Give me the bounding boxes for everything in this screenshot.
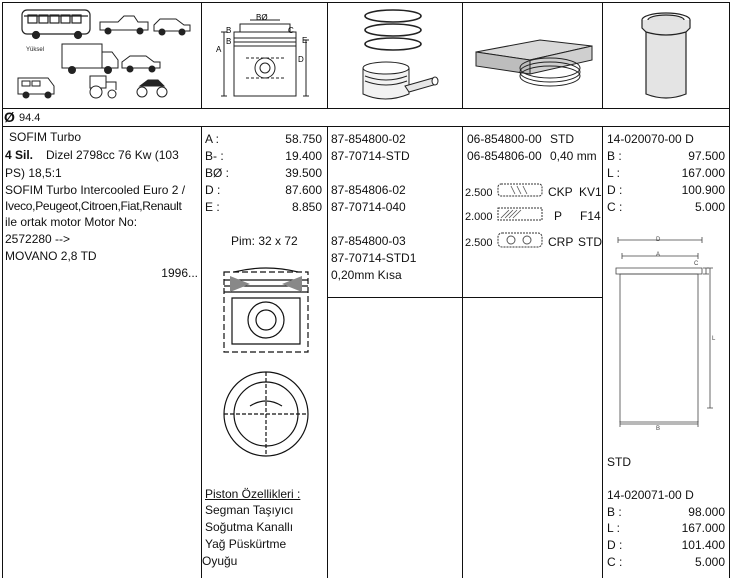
liner-dimension-diagram — [606, 232, 722, 432]
row-divider-codes — [327, 297, 602, 298]
tractor-icon — [90, 76, 116, 98]
vehicle-line-7: 2572280 --> — [5, 232, 71, 246]
liner2-dim-label-l: L : — [607, 521, 620, 535]
piston-dim-value-bo: 39.500 — [285, 166, 322, 180]
ring-size-2: 0,40 mm — [550, 149, 597, 163]
ring-profile-ckp-icon — [497, 182, 543, 198]
liner-label-d: D — [656, 237, 661, 243]
ring-width-2: 2.000 — [465, 211, 493, 223]
piston-dim-value-b: 19.400 — [285, 149, 322, 163]
ring-profile-crp-icon — [497, 231, 543, 249]
diameter-divider — [2, 126, 730, 127]
liner2-dim-value-c: 5.000 — [694, 555, 725, 569]
atv-icon — [137, 80, 167, 97]
liner2-dim-label-d: D : — [607, 538, 623, 552]
liner-code-1: 14-020070-00 D — [607, 132, 694, 146]
vehicle-engine: Dizel 2798cc 76 Kw (103 — [46, 148, 179, 162]
piston-feature-3: Yağ Püskürtme — [205, 537, 287, 551]
liner-dim-value-b: 97.500 — [688, 149, 725, 163]
piston-code-3: 87-854806-02 — [331, 183, 406, 197]
piston-code-7: 0,20mm Kısa — [331, 268, 402, 282]
col-divider-4 — [602, 2, 603, 109]
piston-label-d: D — [298, 55, 304, 64]
vehicle-line-8: MOVANO 2,8 TD — [5, 249, 97, 263]
piston-dim-value-a: 58.750 — [285, 132, 322, 146]
piston-feature-4: Oyuğu — [202, 554, 238, 568]
piston-dim-label-b: B- : — [205, 149, 224, 163]
ring-part-3: STD — [578, 235, 602, 249]
piston-code-4: 87-70714-040 — [331, 200, 406, 214]
liner-dim-value-c: 5.000 — [694, 200, 725, 214]
piston-code-6: 87-70714-STD1 — [331, 251, 417, 265]
piston-section-drawing — [210, 268, 322, 468]
piston-label-c: C — [288, 26, 294, 35]
liner-label-c: C — [694, 261, 699, 267]
ring-size-1: STD — [550, 132, 574, 146]
liner-dim-label-l: L : — [607, 166, 620, 180]
ring-type-3: CRP — [548, 235, 574, 249]
liner-label-b: B — [656, 426, 661, 432]
piston-with-rings-icon — [345, 6, 455, 106]
liner2-dim-value-d: 101.400 — [681, 538, 725, 552]
piston-label-e: E — [302, 36, 308, 45]
piston-label-a: A — [216, 45, 222, 54]
col-divider-2b — [327, 126, 328, 578]
liner-dim-value-d: 100.900 — [681, 183, 725, 197]
diameter-symbol: Ø — [4, 109, 15, 125]
piston-label-b2: B — [226, 37, 232, 46]
ring-type-2: P — [554, 209, 563, 223]
vehicle-line-4: SOFIM Turbo Intercooled Euro 2 / — [5, 183, 186, 197]
van-icon — [18, 78, 54, 98]
ring-width-1: 2.500 — [465, 187, 493, 199]
liner-label-l: L — [712, 336, 716, 342]
piston-dim-value-d: 87.600 — [285, 183, 322, 197]
diameter-value: 94.4 — [19, 112, 41, 124]
col-divider-4b — [602, 126, 603, 578]
header-divider — [2, 108, 730, 109]
piston-dim-label-a: A : — [205, 132, 220, 146]
vehicle-line-1: SOFIM Turbo — [9, 130, 82, 144]
piston-feature-2: Soğutma Kanallı — [205, 520, 294, 534]
vehicle-line-5: Iveco,Peugeot,Citroen,Fiat,Renault — [5, 199, 182, 213]
border-left — [2, 2, 3, 578]
col-divider-3 — [462, 2, 463, 109]
liner-dim-value-l: 167.000 — [681, 166, 725, 180]
border-right — [729, 2, 730, 578]
col-divider-2 — [327, 2, 328, 109]
ring-width-3: 2.500 — [465, 237, 493, 249]
liner2-dim-value-l: 167.000 — [681, 521, 725, 535]
piston-dim-label-d: D : — [205, 183, 221, 197]
car-icon — [154, 19, 190, 35]
piston-dimension-diagram — [210, 10, 320, 105]
liner-std-label: STD — [607, 455, 631, 469]
piston-pin-size: Pim: 32 x 72 — [231, 234, 298, 248]
liner-dim-label-b: B : — [607, 149, 622, 163]
vehicle-cylinders: 4 Sil. — [5, 148, 34, 162]
border-top — [2, 2, 730, 3]
bus-icon — [22, 10, 90, 39]
ring-code-2: 06-854806-00 — [467, 149, 542, 163]
liner2-dim-value-b: 98.000 — [688, 505, 725, 519]
piston-dim-value-e: 8.850 — [291, 200, 322, 214]
piston-code-5: 87-854800-03 — [331, 234, 406, 248]
piston-dim-label-e: E : — [205, 200, 220, 214]
vehicle-line-3: PS) 18,5:1 — [5, 166, 62, 180]
liner-label-a: A — [656, 252, 661, 258]
liner-code-2: 14-020071-00 D — [607, 488, 694, 502]
col-divider-1b — [201, 126, 202, 578]
cylinder-liner-icon — [630, 8, 710, 104]
vehicles-icon — [8, 6, 198, 104]
ring-set-icon — [470, 16, 598, 96]
liner-dim-label-d: D : — [607, 183, 623, 197]
ring-profile-p-icon — [497, 206, 543, 222]
liner2-dim-label-c: C : — [607, 555, 623, 569]
piston-dim-label-bo: BØ : — [205, 166, 230, 180]
pickup-icon — [100, 16, 148, 34]
ring-part-1: KV1 — [579, 185, 602, 199]
vehicle-line-6: ile ortak motor Motor No: — [5, 215, 138, 229]
truck-icon — [62, 44, 118, 74]
col-divider-3b — [462, 126, 463, 578]
col-divider-1 — [201, 2, 202, 109]
ring-type-1: CKP — [548, 185, 573, 199]
brand-logo-text: Yüksel — [26, 47, 45, 53]
liner-dim-label-c: C : — [607, 200, 623, 214]
piston-code-1: 87-854800-02 — [331, 132, 406, 146]
piston-code-2: 87-70714-STD — [331, 149, 410, 163]
piston-feature-1: Segman Taşıyıcı — [205, 503, 294, 517]
vehicle-year: 1996... — [161, 266, 198, 280]
ring-code-1: 06-854800-00 — [467, 132, 542, 146]
piston-label-bo: BØ — [256, 13, 268, 22]
piston-features-title: Piston Özellikleri : — [205, 487, 301, 501]
liner2-dim-label-b: B : — [607, 505, 622, 519]
ring-part-2: F14 — [580, 209, 601, 223]
piston-label-b1: B — [226, 26, 232, 35]
sedan-icon — [122, 56, 160, 72]
